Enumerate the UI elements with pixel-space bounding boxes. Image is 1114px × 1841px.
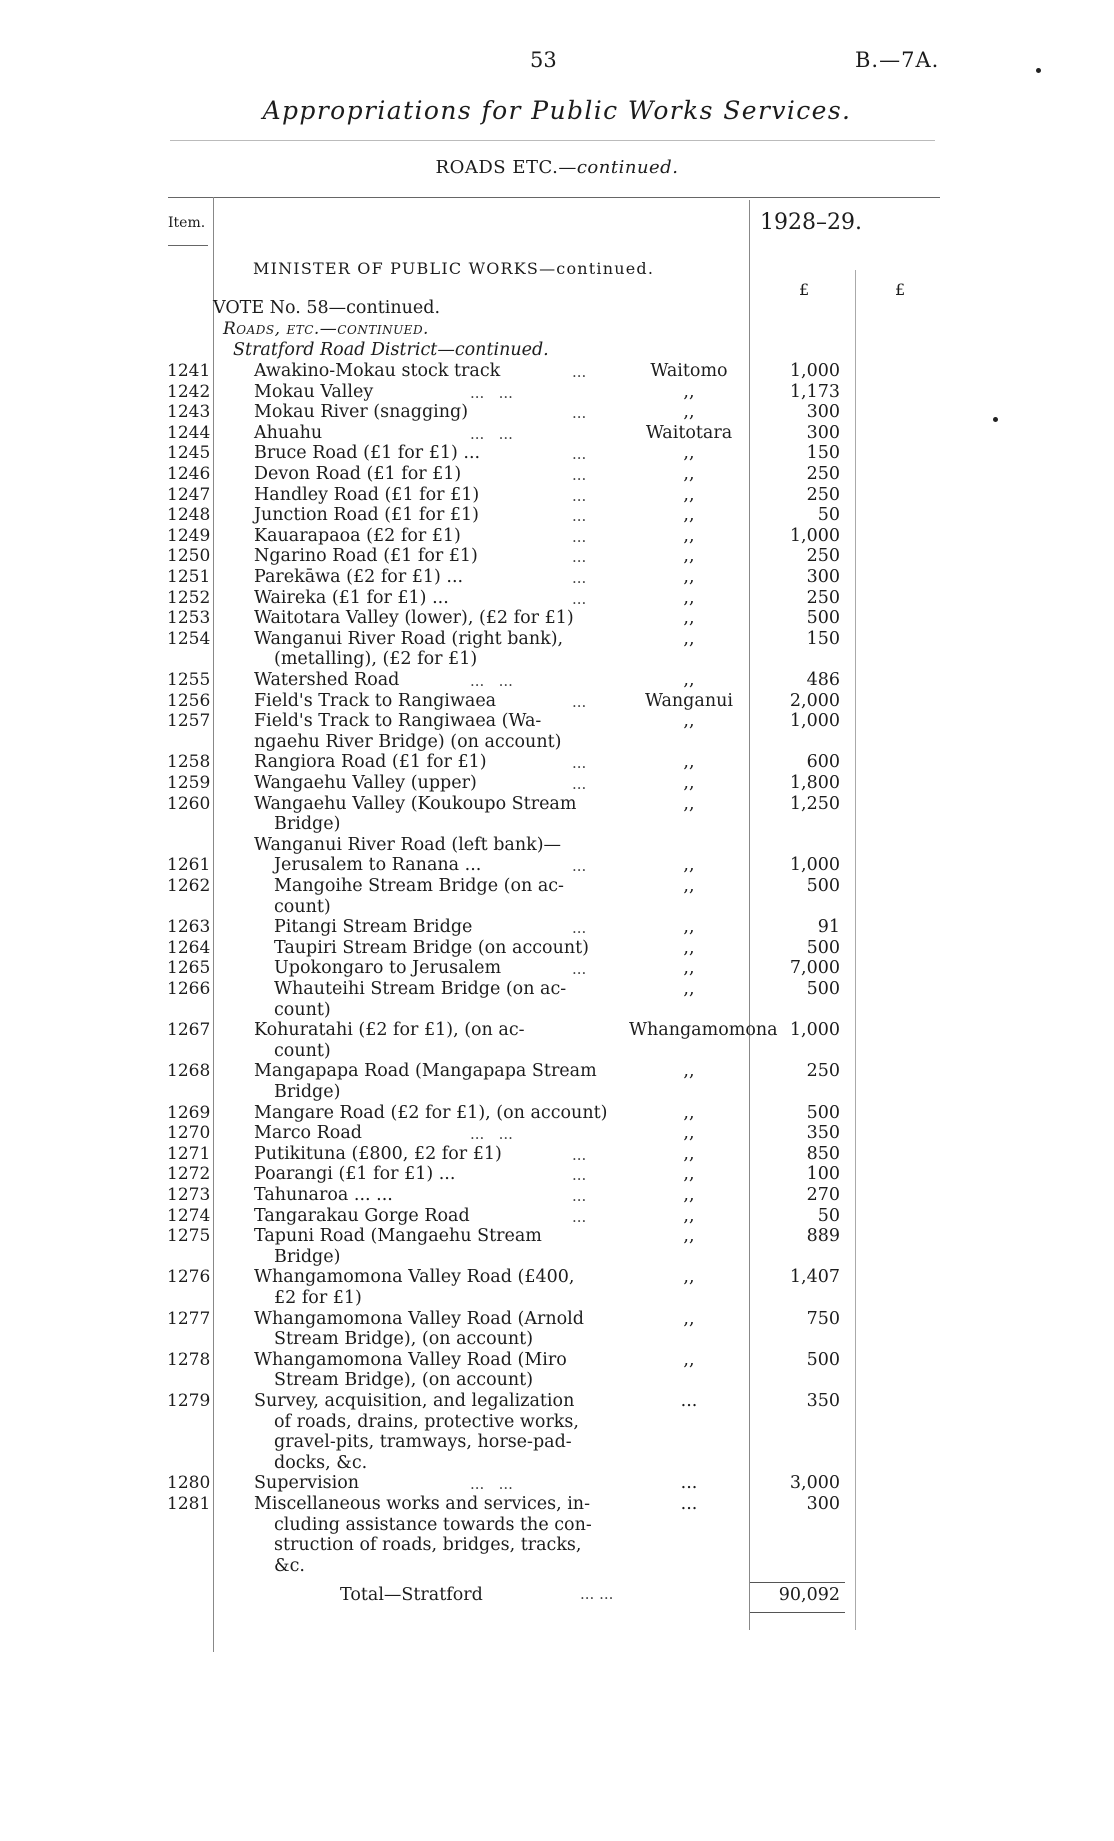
item-amount: 250 bbox=[806, 464, 840, 484]
item-amount: 250 bbox=[806, 484, 840, 505]
total-bottom-rule bbox=[750, 1612, 845, 1613]
item-description: Tapuni Road (Mangaehu Stream bbox=[254, 1226, 542, 1247]
district-name: ,, bbox=[683, 1123, 695, 1144]
item-number: 1243 bbox=[167, 402, 211, 423]
item-number: 1263 bbox=[167, 917, 211, 938]
district-name: ,, bbox=[683, 1205, 695, 1226]
roads-heading: Roads, etc.—continued. bbox=[223, 319, 429, 339]
item-number: 1272 bbox=[167, 1164, 211, 1185]
item-description: Wanganui River Road (left bank)— bbox=[254, 834, 562, 855]
item-amount: 500 bbox=[806, 608, 840, 629]
district-name: ,, bbox=[683, 484, 695, 505]
item-amount: 270 bbox=[806, 1185, 840, 1205]
district-name: ,, bbox=[683, 670, 695, 690]
item-number: 1241 bbox=[167, 361, 211, 381]
district-name: Waitotara bbox=[645, 422, 733, 443]
item-number: 1251 bbox=[167, 567, 211, 587]
vote-heading: VOTE No. 58—continued. bbox=[213, 298, 441, 318]
item-description: Awakino-Mokau stock track bbox=[254, 361, 501, 381]
item-number: 1253 bbox=[167, 608, 211, 629]
district-name: ,, bbox=[683, 628, 695, 649]
total-top-rule bbox=[750, 1582, 845, 1583]
district-name: ,, bbox=[683, 546, 695, 567]
item-amount: 7,000 bbox=[789, 958, 840, 979]
item-description: Wanganui River Road (right bank), bbox=[254, 628, 564, 649]
item-amount: 250 bbox=[806, 587, 840, 608]
district-name: ,, bbox=[683, 917, 695, 938]
item-amount: 50 bbox=[817, 505, 840, 526]
item-amount: 1,000 bbox=[789, 855, 840, 876]
item-description: Waireka (£1 for £1) ... bbox=[254, 587, 449, 608]
district-name: Waitomo bbox=[650, 361, 728, 381]
item-amount: 150 bbox=[806, 628, 840, 649]
item-description: Parekāwa (£2 for £1) ... bbox=[254, 567, 464, 587]
item-number: 1279 bbox=[167, 1391, 211, 1411]
item-number: 1256 bbox=[167, 690, 211, 711]
item-amount: 1,000 bbox=[789, 525, 840, 546]
item-number: 1280 bbox=[167, 1473, 211, 1494]
item-description: count) bbox=[274, 1040, 331, 1061]
leader-dots: ... bbox=[572, 857, 587, 876]
item-number: 1281 bbox=[167, 1494, 211, 1514]
district-name: ,, bbox=[683, 1185, 695, 1205]
item-amount: 1,173 bbox=[789, 381, 840, 402]
item-description: ngaehu River Bridge) (on account) bbox=[254, 731, 562, 752]
item-number: 1264 bbox=[167, 937, 211, 958]
item-description: Ngarino Road (£1 for £1) bbox=[254, 546, 478, 567]
leader-dots: ... bbox=[572, 1166, 587, 1185]
leader-dots: ... ... bbox=[470, 672, 513, 690]
item-amount: 300 bbox=[806, 1494, 840, 1514]
item-description: of roads, drains, protective works, bbox=[274, 1411, 579, 1432]
item-number: 1242 bbox=[167, 381, 211, 402]
item-description: Bridge) bbox=[274, 814, 341, 835]
district-name: ,, bbox=[683, 1267, 695, 1288]
district-name: ... bbox=[680, 1473, 698, 1494]
item-amount: 91 bbox=[817, 917, 840, 938]
item-description: Upokongaro to Jerusalem bbox=[274, 958, 502, 979]
item-amount: 1,000 bbox=[789, 711, 840, 732]
ministry-heading: MINISTER OF PUBLIC WORKS—continued. bbox=[253, 259, 655, 278]
item-description: Watershed Road bbox=[254, 670, 400, 690]
item-amount: 1,000 bbox=[789, 361, 840, 381]
total-amount: 90,092 bbox=[778, 1585, 840, 1605]
leader-dots: ... ... bbox=[470, 1475, 513, 1494]
leader-dots: ... bbox=[572, 527, 587, 546]
item-description: struction of roads, bridges, tracks, bbox=[274, 1535, 582, 1556]
leader-dots: ... bbox=[572, 754, 587, 773]
district-name: ,, bbox=[683, 464, 695, 484]
item-number: 1269 bbox=[167, 1102, 211, 1123]
item-description: docks, &c. bbox=[274, 1452, 368, 1473]
item-amount: 1,800 bbox=[789, 773, 840, 793]
subtitle-continued: continued. bbox=[576, 157, 679, 178]
item-description: (metalling), (£2 for £1) bbox=[274, 649, 478, 670]
leader-dots: ... bbox=[572, 692, 587, 711]
item-amount: 500 bbox=[806, 876, 840, 896]
leader-dots: ... bbox=[572, 569, 587, 587]
item-description: count) bbox=[274, 999, 331, 1020]
item-number: 1247 bbox=[167, 484, 211, 505]
item-description: Waitotara Valley (lower), (£2 for £1) bbox=[254, 608, 574, 629]
item-description: Mangapapa Road (Mangapapa Stream bbox=[254, 1061, 597, 1082]
item-description: Ahuahu bbox=[254, 422, 323, 443]
item-description: &c. bbox=[274, 1555, 305, 1576]
leader-dots: ... bbox=[572, 363, 587, 381]
leader-dots: ... bbox=[572, 548, 587, 567]
item-description: Poarangi (£1 for £1) ... bbox=[254, 1164, 456, 1185]
item-description: cluding assistance towards the con- bbox=[274, 1514, 592, 1535]
district-name: ... bbox=[680, 1391, 698, 1411]
item-amount: 350 bbox=[806, 1391, 840, 1411]
leader-dots: ... bbox=[572, 466, 587, 484]
item-number: 1248 bbox=[167, 505, 211, 526]
item-number: 1265 bbox=[167, 958, 211, 979]
item-description: Kauarapaoa (£2 for £1) bbox=[254, 525, 461, 546]
item-number: 1259 bbox=[167, 773, 211, 793]
leader-dots: ... ... bbox=[470, 383, 513, 402]
item-description: Wangaehu Valley (upper) bbox=[254, 773, 477, 793]
item-number: 1250 bbox=[167, 546, 211, 567]
district-name: ,, bbox=[683, 1226, 695, 1247]
item-description: Bridge) bbox=[274, 1082, 341, 1102]
item-description: Jerusalem to Ranana ... bbox=[274, 855, 482, 876]
item-description: Taupiri Stream Bridge (on account) bbox=[274, 937, 589, 958]
district-name: ,, bbox=[683, 793, 695, 814]
item-description: Rangiora Road (£1 for £1) bbox=[254, 752, 487, 773]
item-number: 1257 bbox=[167, 711, 211, 732]
leader-dots: ... bbox=[572, 1207, 587, 1226]
item-number: 1244 bbox=[167, 422, 211, 443]
page-title: Appropriations for Public Works Services. bbox=[262, 96, 852, 125]
district-name: ,, bbox=[683, 1308, 695, 1329]
district-name: ,, bbox=[683, 979, 695, 999]
item-amount: 100 bbox=[806, 1164, 840, 1185]
item-amount: 1,250 bbox=[789, 793, 840, 814]
leader-dots: ... ... bbox=[470, 424, 513, 443]
item-number: 1261 bbox=[167, 855, 211, 876]
district-name: ,, bbox=[683, 855, 695, 876]
column-header-year: 1928–29. bbox=[760, 210, 862, 235]
item-number: 1270 bbox=[167, 1123, 211, 1144]
item-description: Wangaehu Valley (Koukoupo Stream bbox=[254, 793, 577, 814]
item-amount: 1,000 bbox=[789, 1020, 840, 1041]
district-name: ,, bbox=[683, 1349, 695, 1370]
district-name: ,, bbox=[683, 402, 695, 423]
item-description: Whangamomona Valley Road (Arnold bbox=[254, 1308, 584, 1329]
item-amount: 150 bbox=[806, 443, 840, 464]
district-name: Whangamomona bbox=[629, 1020, 778, 1041]
leader-dots: ... bbox=[572, 1145, 587, 1164]
item-number: 1254 bbox=[167, 628, 211, 649]
district-name: ,, bbox=[683, 608, 695, 629]
item-amount: 500 bbox=[806, 1102, 840, 1123]
item-description: Field's Track to Rangiwaea bbox=[254, 690, 497, 711]
leader-dots: ... bbox=[572, 445, 587, 464]
item-number: 1273 bbox=[167, 1185, 211, 1205]
total-label: Total—Stratford bbox=[340, 1585, 483, 1605]
item-description: gravel-pits, tramways, horse-pad- bbox=[274, 1432, 572, 1453]
leader-dots: ... bbox=[572, 960, 587, 979]
district-name: ,, bbox=[683, 587, 695, 608]
item-number: 1274 bbox=[167, 1205, 211, 1226]
item-amount: 486 bbox=[806, 670, 840, 690]
item-number: 1246 bbox=[167, 464, 211, 484]
item-amount: 2,000 bbox=[789, 690, 840, 711]
item-description: Survey, acquisition, and legalization bbox=[254, 1391, 575, 1411]
item-number: 1278 bbox=[167, 1349, 211, 1370]
leader-dots: ... ... bbox=[470, 1125, 513, 1144]
item-description: Field's Track to Rangiwaea (Wa- bbox=[254, 711, 542, 732]
leader-dots: ... bbox=[572, 589, 587, 608]
district-name: ,, bbox=[683, 1102, 695, 1123]
item-description: Marco Road bbox=[254, 1123, 362, 1144]
district-name: ... bbox=[680, 1494, 698, 1514]
item-number: 1271 bbox=[167, 1143, 211, 1164]
item-description: Junction Road (£1 for £1) bbox=[254, 505, 479, 526]
item-number: 1277 bbox=[167, 1308, 211, 1329]
leader-dots: ... bbox=[572, 486, 587, 505]
item-description: Mokau River (snagging) bbox=[254, 402, 469, 423]
district-name: ,, bbox=[683, 937, 695, 958]
district-name: ,, bbox=[683, 381, 695, 402]
pound-sign: £ bbox=[799, 280, 810, 299]
item-amount: 3,000 bbox=[789, 1473, 840, 1494]
item-amount: 250 bbox=[806, 1061, 840, 1082]
item-description: Mangare Road (£2 for £1), (on account) bbox=[254, 1102, 608, 1123]
item-amount: 850 bbox=[806, 1143, 840, 1164]
item-description: Mangoihe Stream Bridge (on ac- bbox=[274, 876, 564, 896]
item-amount: 300 bbox=[806, 422, 840, 443]
item-description: Kohuratahi (£2 for £1), (on ac- bbox=[254, 1020, 525, 1041]
document-reference: B.—7A. bbox=[855, 48, 940, 72]
item-description: Supervision bbox=[254, 1473, 360, 1494]
item-amount: 350 bbox=[806, 1123, 840, 1144]
district-name: ,, bbox=[683, 773, 695, 793]
item-description: Whangamomona Valley Road (£400, bbox=[254, 1267, 575, 1288]
total-leader-dots: ... ... bbox=[580, 1585, 614, 1603]
item-number: 1276 bbox=[167, 1267, 211, 1288]
item-description: Whauteihi Stream Bridge (on ac- bbox=[274, 979, 567, 999]
item-amount: 300 bbox=[806, 402, 840, 423]
item-amount: 500 bbox=[806, 979, 840, 999]
item-description: Tangarakau Gorge Road bbox=[254, 1205, 470, 1226]
item-description: £2 for £1) bbox=[274, 1288, 362, 1308]
pound-sign: £ bbox=[895, 280, 906, 299]
item-amount: 600 bbox=[806, 752, 840, 773]
leader-dots: ... bbox=[572, 1187, 587, 1205]
item-description: Bridge) bbox=[274, 1246, 341, 1267]
item-number: 1260 bbox=[167, 793, 211, 814]
district-name: ,, bbox=[683, 876, 695, 896]
district-name: ,, bbox=[683, 567, 695, 587]
item-description: Bruce Road (£1 for £1) ... bbox=[254, 443, 481, 464]
item-number: 1258 bbox=[167, 752, 211, 773]
item-description: Whangamomona Valley Road (Miro bbox=[254, 1349, 567, 1370]
item-number: 1267 bbox=[167, 1020, 211, 1041]
district-name: ,, bbox=[683, 443, 695, 464]
subtitle-text: ROADS ETC.— bbox=[435, 157, 577, 178]
item-amount: 250 bbox=[806, 546, 840, 567]
district-name: Wanganui bbox=[645, 690, 733, 711]
item-description: Pitangi Stream Bridge bbox=[274, 917, 473, 938]
item-amount: 889 bbox=[806, 1226, 840, 1247]
item-number: 1275 bbox=[167, 1226, 211, 1247]
district-name: ,, bbox=[683, 711, 695, 732]
item-description: Devon Road (£1 for £1) bbox=[254, 464, 462, 484]
district-name: ,, bbox=[683, 525, 695, 546]
item-amount: 500 bbox=[806, 1349, 840, 1370]
item-description: Tahunaroa ... ... bbox=[254, 1185, 393, 1205]
item-amount: 750 bbox=[806, 1308, 840, 1329]
item-number: 1268 bbox=[167, 1061, 211, 1082]
item-amount: 1,407 bbox=[789, 1267, 840, 1288]
leader-dots: ... bbox=[572, 507, 587, 526]
item-description: Putikituna (£800, £2 for £1) bbox=[254, 1143, 502, 1164]
leader-dots: ... bbox=[572, 919, 587, 938]
item-description: Mokau Valley bbox=[254, 381, 374, 402]
item-number: 1249 bbox=[167, 525, 211, 546]
page-number: 53 bbox=[530, 48, 557, 72]
item-description: count) bbox=[274, 896, 331, 917]
district-name: ,, bbox=[683, 505, 695, 526]
item-number: 1255 bbox=[167, 670, 211, 690]
item-number: 1262 bbox=[167, 876, 211, 896]
item-amount: 50 bbox=[817, 1205, 840, 1226]
district-name: ,, bbox=[683, 752, 695, 773]
item-description: Stream Bridge), (on account) bbox=[274, 1370, 534, 1391]
column-header-item: Item. bbox=[168, 215, 206, 231]
item-amount: 300 bbox=[806, 567, 840, 587]
item-number: 1266 bbox=[167, 979, 211, 999]
item-description: Stream Bridge), (on account) bbox=[274, 1329, 534, 1350]
district-heading: Stratford Road District—continued. bbox=[233, 340, 549, 360]
district-name: ,, bbox=[683, 1143, 695, 1164]
leader-dots: ... bbox=[572, 404, 587, 423]
district-name: ,, bbox=[683, 958, 695, 979]
district-name: ,, bbox=[683, 1164, 695, 1185]
item-description: Handley Road (£1 for £1) bbox=[254, 484, 480, 505]
item-number: 1245 bbox=[167, 443, 211, 464]
item-description: Miscellaneous works and services, in- bbox=[254, 1494, 590, 1514]
district-name: ,, bbox=[683, 1061, 695, 1082]
item-number: 1252 bbox=[167, 587, 211, 608]
item-amount: 500 bbox=[806, 937, 840, 958]
leader-dots: ... bbox=[572, 775, 587, 793]
